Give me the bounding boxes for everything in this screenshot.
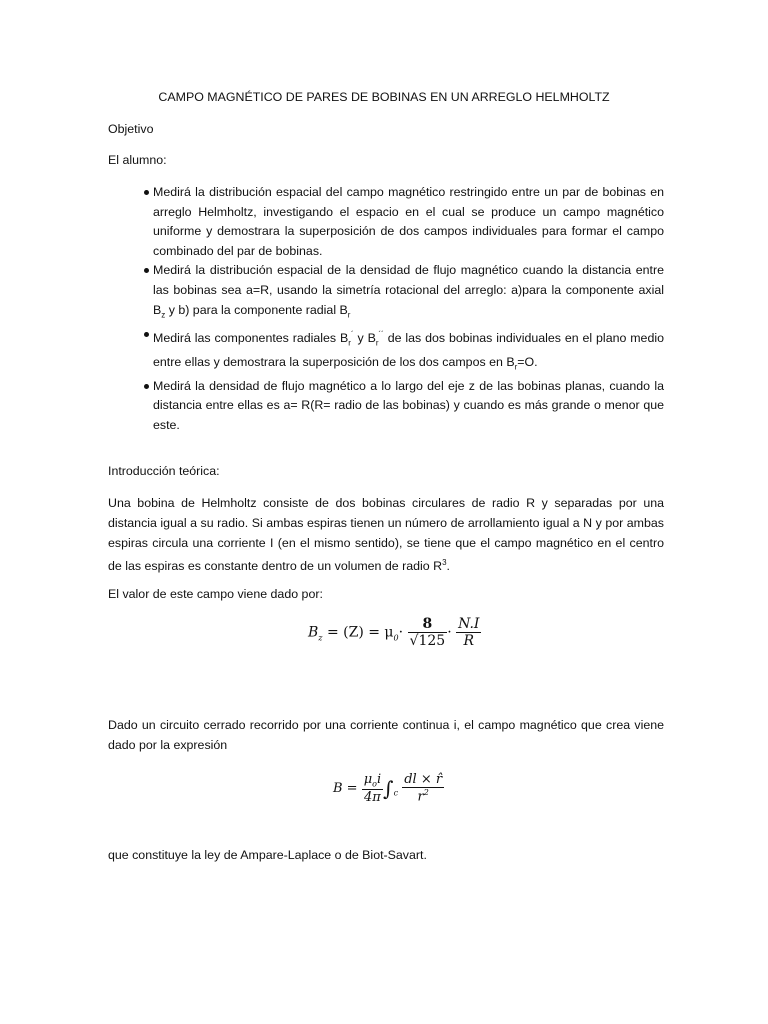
fraction: $\frac{N.I}{R}$	[458, 616, 480, 649]
bullet-icon	[144, 190, 149, 195]
closing-text: que constituye la ley de Ampare-Laplace o de Biot-Savart.	[108, 848, 427, 862]
list-item: Medirá las componentes radiales $B_r^´$ y $B_r^{´´}$ de las dos bobinas individuales en el plano medio entre ellas y demostrara la superposición de los dos campos en $B_r=O$.	[108, 325, 664, 377]
intro-heading: Introducción teórica:	[108, 464, 220, 478]
circuit-paragraph: Dado un circuito cerrado recorrido por una corriente continua i, el campo magnético que crea viene dado por la expresión	[108, 718, 664, 752]
objective-heading: Objetivo	[108, 122, 154, 136]
objectives-list	[108, 183, 664, 436]
intro-paragraph: Una bobina de Helmholtz consiste de dos bobinas circulares de radio R y separadas por una distancia igual a su radio. Si ambas espiras tienen un número de arrollamiento igual a N y por ambas espiras circula una corriente I (en el mismo sentido), se tiene que el campo magnético en el centro de las espiras es constante dentro de un volumen de radio $R^3$.	[108, 496, 664, 574]
fraction: $\frac{dl \times r̂}{r^2}$	[404, 772, 443, 805]
bullet-icon	[144, 268, 149, 273]
student-label: El alumno:	[108, 153, 167, 167]
fraction: $\frac{8}{√125}$	[409, 616, 446, 649]
value-text: El valor de este campo viene dado por:	[108, 587, 323, 601]
fraction: $\frac{\mu_oi}{4\pi}$	[363, 772, 382, 805]
page-title: CAMPO MAGNÉTICO DE PARES DE BOBINAS EN UN ARREGLO HELMHOLTZ	[158, 90, 610, 104]
bullet-icon	[144, 384, 149, 389]
list-item: Medirá la distribución espacial del campo magnético restringido entre un par de bobinas en arreglo Helmholtz, investigando el espacio en el cual se produce un campo magnético uniforme y demostrara la superposición de dos campos individuales para formar el campo combinado del par de bobinas.	[108, 183, 664, 261]
helmholtz-formula: $B_z = (Z) = \mu_0\cdot$ $\frac{8}{√125}$ · $\frac{N.I}{R}$	[308, 616, 480, 649]
list-item: Medirá la distribución espacial de la densidad de flujo magnético cuando la distancia entre las bobinas sea a=R, usando la simetría rotacional del arreglo: a)para la componente axial $B_z$ y b) para la componente radial $B_r$	[108, 261, 664, 324]
bullet-icon	[144, 332, 149, 337]
biot-savart-formula: B = $\frac{\mu_oi}{4\pi}$ $\int_c$ $\frac{dl \times r̂}{r^2}$	[333, 772, 443, 805]
list-item: Medirá la densidad de flujo magnético a lo largo del eje z de las bobinas planas, cuando la distancia entre ellas es a= R(R= radio de las bobinas) y cuando es más grande o menor que este.	[108, 377, 664, 436]
